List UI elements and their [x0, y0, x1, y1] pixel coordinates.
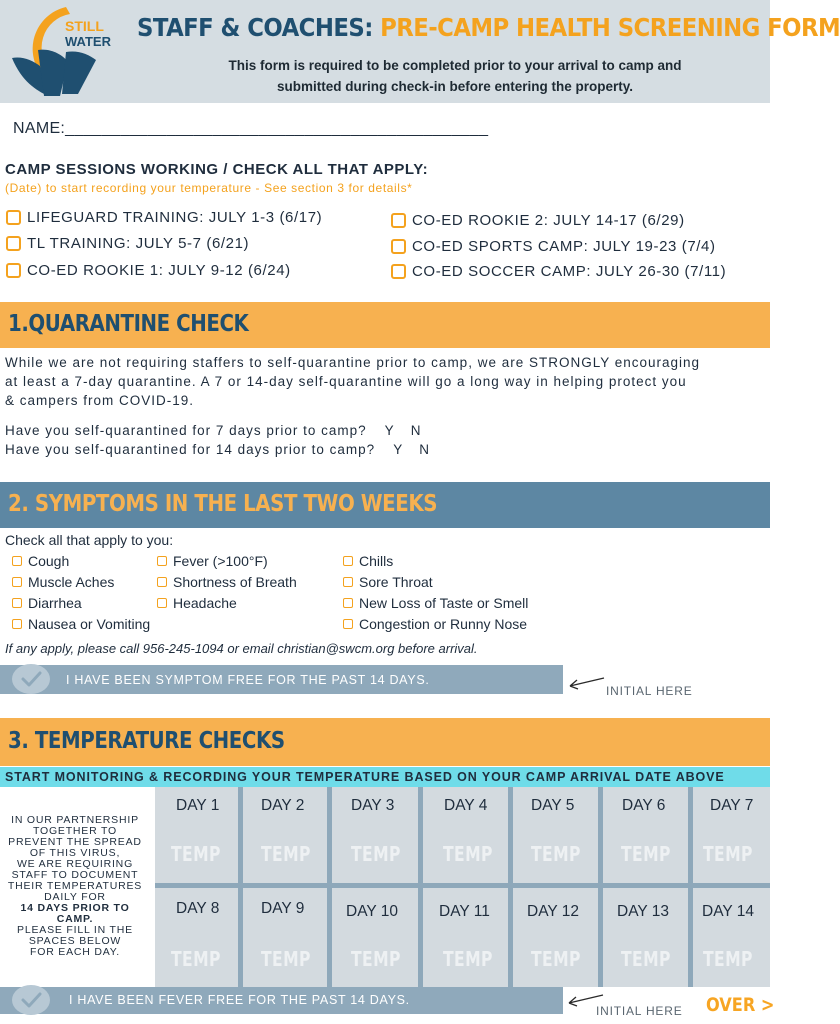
- notice-line-bold: CAMP.: [56, 913, 94, 925]
- arrow-left-icon: [566, 676, 606, 692]
- quarantine-paragraph-line-2: at least a 7-day quarantine. A 7 or 14-day self-quarantine will go a long way in helping protect you: [5, 374, 687, 389]
- session-option-tl-training[interactable]: [6, 235, 249, 252]
- logo-text-water: WATER: [65, 34, 111, 49]
- notice-line: FOR EACH DAY.: [30, 946, 120, 958]
- title-part-2: PRE-CAMP HEALTH SCREENING FORM: [380, 13, 840, 42]
- notice-line: PREVENT THE SPREAD: [8, 836, 142, 848]
- checkmark-icon: [12, 664, 50, 694]
- day-label: DAY 11: [439, 903, 490, 920]
- stillwater-logo: [8, 4, 120, 96]
- day-label: DAY 5: [531, 797, 575, 814]
- checkbox[interactable]: [343, 556, 353, 566]
- checkbox[interactable]: [6, 236, 21, 251]
- session-option-sports-camp[interactable]: [391, 238, 716, 255]
- section-1-title: 1.QUARANTINE CHECK: [8, 311, 249, 337]
- sessions-note: (Date) to start recording your temperature - See section 3 for details*: [5, 181, 413, 195]
- session-option-rookie-2[interactable]: [391, 212, 685, 229]
- temp-input[interactable]: TEMP: [261, 947, 311, 971]
- symptom-label: Sore Throat: [359, 574, 433, 590]
- no-option[interactable]: N: [410, 423, 422, 438]
- temp-input[interactable]: TEMP: [621, 947, 671, 971]
- temp-input[interactable]: TEMP: [351, 947, 401, 971]
- symptom-label: Shortness of Breath: [173, 574, 297, 590]
- notice-line: STAFF TO DOCUMENT: [11, 869, 139, 881]
- day-label: DAY 3: [351, 797, 395, 814]
- day-label: DAY 12: [527, 903, 579, 920]
- notice-line: WE ARE REQUIRING: [16, 858, 134, 870]
- logo-text-still: STILL: [65, 18, 104, 34]
- session-label: CO-ED ROOKIE 1: JULY 9-12 (6/24): [27, 262, 291, 279]
- quarantine-question-7-days: [5, 423, 421, 438]
- temp-input[interactable]: TEMP: [531, 947, 581, 971]
- day-label: DAY 1: [176, 797, 220, 814]
- session-label: CO-ED SPORTS CAMP: JULY 19-23 (7/4): [412, 238, 716, 255]
- checkbox[interactable]: [12, 577, 22, 587]
- symptom-congestion[interactable]: [343, 616, 527, 632]
- temp-input[interactable]: TEMP: [171, 947, 221, 971]
- symptom-nausea[interactable]: [12, 616, 150, 632]
- temp-input[interactable]: TEMP: [443, 947, 493, 971]
- quarantine-paragraph-line-1: While we are not requiring staffers to self-quarantine prior to camp, we are STRONGLY encouraging: [5, 355, 701, 370]
- symptom-chills[interactable]: [343, 553, 393, 569]
- symptom-headache[interactable]: [157, 595, 237, 611]
- temp-input[interactable]: TEMP: [703, 842, 753, 866]
- checkbox[interactable]: [12, 556, 22, 566]
- question-text: Have you self-quarantined for 7 days prior to camp?: [5, 423, 367, 438]
- symptom-label: Nausea or Vomiting: [28, 616, 151, 632]
- symptom-fever[interactable]: [157, 553, 268, 569]
- quarantine-question-14-days: [5, 442, 430, 457]
- fever-attestation-text: I HAVE BEEN FEVER FREE FOR THE PAST 14 DAYS.: [69, 993, 410, 1007]
- symptom-label: Muscle Aches: [28, 574, 115, 590]
- checkbox[interactable]: [343, 598, 353, 608]
- temp-input[interactable]: TEMP: [351, 842, 401, 866]
- day-label: DAY 14: [702, 903, 754, 920]
- symptom-label: Diarrhea: [28, 595, 82, 611]
- question-text: Have you self-quarantined for 14 days prior to camp?: [5, 442, 376, 457]
- yes-option[interactable]: Y: [384, 423, 395, 438]
- temp-input[interactable]: TEMP: [621, 842, 671, 866]
- checkbox[interactable]: [391, 213, 406, 228]
- no-option[interactable]: N: [419, 442, 430, 457]
- symptom-label: New Loss of Taste or Smell: [359, 595, 529, 611]
- check-circle-icon[interactable]: [12, 985, 50, 1015]
- symptom-cough[interactable]: [12, 553, 69, 569]
- name-field[interactable]: NAME:______________________________________________: [13, 120, 489, 137]
- subtitle-line-1: This form is required to be completed prior to your arrival to camp and: [228, 58, 682, 73]
- grid-divider: [155, 883, 770, 888]
- temp-input[interactable]: TEMP: [703, 947, 753, 971]
- checkmark-icon: [12, 985, 50, 1015]
- partnership-notice: [4, 815, 146, 958]
- symptom-label: Congestion or Runny Nose: [359, 616, 528, 632]
- section-2-title: 2. SYMPTOMS IN THE LAST TWO WEEKS: [8, 491, 438, 517]
- checkbox[interactable]: [157, 556, 167, 566]
- checkbox[interactable]: [157, 598, 167, 608]
- section-1-bar: [0, 302, 770, 348]
- symptom-contact-note: If any apply, please call 956-245-1094 or email christian@swcm.org before arrival.: [5, 641, 478, 656]
- section-2-bar: [0, 482, 770, 528]
- checkbox[interactable]: [343, 619, 353, 629]
- temperature-instruction: START MONITORING & RECORDING YOUR TEMPERATURE BASED ON YOUR CAMP ARRIVAL DATE ABOVE: [5, 770, 725, 784]
- checkbox[interactable]: [391, 264, 406, 279]
- session-label: CO-ED SOCCER CAMP: JULY 26-30 (7/11): [412, 263, 727, 280]
- fever-initial-field[interactable]: INITIAL HERE: [596, 1004, 683, 1018]
- day-label: DAY 7: [710, 797, 754, 814]
- symptom-diarrhea[interactable]: [12, 595, 82, 611]
- notice-line: SPACES BELOW: [28, 935, 122, 947]
- session-option-soccer-camp[interactable]: [391, 263, 726, 280]
- checkbox[interactable]: [343, 577, 353, 587]
- temp-input[interactable]: TEMP: [531, 842, 581, 866]
- day-label: DAY 4: [444, 797, 488, 814]
- symptom-attestation-text: I HAVE BEEN SYMPTOM FREE FOR THE PAST 14 DAYS.: [66, 673, 430, 687]
- subtitle-line-2: submitted during check-in before entering the property.: [276, 79, 634, 94]
- symptom-label: Cough: [28, 553, 70, 569]
- symptom-loss-of-taste[interactable]: [343, 595, 528, 611]
- checkbox[interactable]: [6, 263, 21, 278]
- symptom-shortness-of-breath[interactable]: [157, 574, 297, 590]
- day-label: DAY 8: [176, 900, 220, 917]
- form-title: [137, 13, 840, 42]
- symptom-muscle-aches[interactable]: [12, 574, 114, 590]
- notice-line-bold: 14 DAYS PRIOR TO: [20, 902, 130, 914]
- temp-input[interactable]: TEMP: [443, 842, 493, 866]
- session-label: CO-ED ROOKIE 2: JULY 14-17 (6/29): [412, 212, 685, 229]
- checkbox[interactable]: [6, 210, 21, 225]
- session-option-rookie-1[interactable]: [6, 262, 291, 279]
- checkbox[interactable]: [12, 598, 22, 608]
- symptom-label: Chills: [359, 553, 394, 569]
- session-option-lifeguard[interactable]: [6, 209, 322, 226]
- checkbox[interactable]: [157, 577, 167, 587]
- notice-line: PLEASE FILL IN THE: [17, 924, 133, 936]
- day-label: DAY 9: [261, 900, 305, 917]
- symptom-label: Fever (>100°F): [173, 553, 268, 569]
- section-3-title: 3. TEMPERATURE CHECKS: [8, 728, 285, 754]
- temp-input[interactable]: TEMP: [261, 842, 311, 866]
- symptom-initial-field[interactable]: INITIAL HERE: [606, 684, 693, 698]
- symptom-sore-throat[interactable]: [343, 574, 433, 590]
- symptom-label: Headache: [173, 595, 237, 611]
- session-label: LIFEGUARD TRAINING: JULY 1-3 (6/17): [27, 209, 323, 226]
- title-part-1: STAFF & COACHES:: [137, 13, 373, 42]
- notice-line: THEIR TEMPERATURES: [7, 880, 143, 892]
- notice-line: IN OUR PARTNERSHIP: [11, 814, 139, 826]
- day-label: DAY 2: [261, 797, 305, 814]
- temp-input[interactable]: TEMP: [171, 842, 221, 866]
- day-label: DAY 10: [346, 903, 398, 920]
- yes-option[interactable]: Y: [393, 442, 404, 457]
- check-circle-icon[interactable]: [12, 664, 50, 694]
- sessions-heading: CAMP SESSIONS WORKING / CHECK ALL THAT APPLY:: [5, 161, 429, 178]
- day-label: DAY 6: [622, 797, 666, 814]
- check-all-instruction: Check all that apply to you:: [5, 532, 174, 548]
- notice-line: OF THIS VIRUS,: [29, 847, 121, 859]
- notice-line: DAILY FOR: [44, 891, 106, 903]
- checkbox[interactable]: [391, 239, 406, 254]
- quarantine-paragraph-line-3: & campers from COVID-19.: [5, 393, 195, 408]
- session-label: TL TRAINING: JULY 5-7 (6/21): [27, 235, 250, 252]
- notice-line: TOGETHER TO: [32, 825, 118, 837]
- day-label: DAY 13: [617, 903, 669, 920]
- over-page-link[interactable]: OVER >: [706, 994, 775, 1016]
- checkbox[interactable]: [12, 619, 22, 629]
- section-3-bar: [0, 718, 770, 766]
